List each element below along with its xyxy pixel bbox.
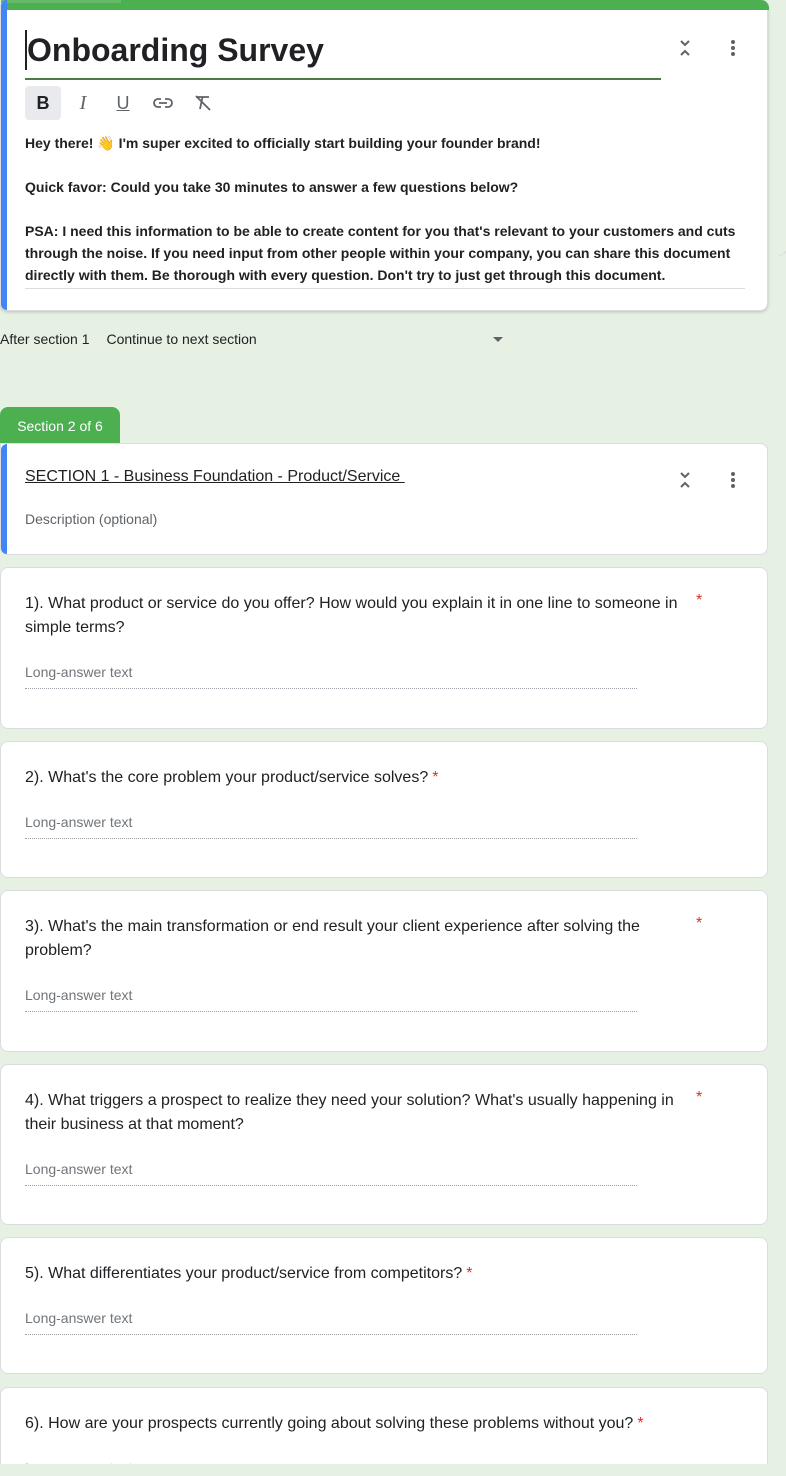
theme-strip-highlight (1, 0, 121, 3)
section-tab: Section 2 of 6 (0, 407, 120, 444)
question-card[interactable] (0, 567, 768, 729)
form-description[interactable] (25, 132, 745, 289)
question-text: 5). What differentiates your product/service from competitors? (25, 1265, 463, 1282)
after-section-value: Continue to next section (106, 331, 257, 347)
italic-button[interactable]: I (79, 91, 87, 114)
question-text: 6). How are your prospects currently going about solving these problems without you? (25, 1415, 634, 1432)
question-card[interactable] (0, 741, 768, 878)
section-title[interactable]: SECTION 1 - Business Foundation - Product/Service (25, 468, 405, 485)
long-answer-placeholder: Long-answer text (25, 664, 637, 689)
form-title-field[interactable] (25, 30, 661, 80)
more-options-icon[interactable] (721, 36, 745, 60)
side-panel-edge (779, 0, 786, 256)
active-card-indicator (1, 0, 7, 310)
long-answer-placeholder: Long-answer text (25, 1161, 637, 1186)
page-bottom-edge (0, 1464, 786, 1476)
question-text: 2). What's the core problem your product/service solves? (25, 769, 429, 786)
long-answer-placeholder: Long-answer text (25, 814, 637, 839)
question-title (25, 766, 681, 790)
required-asterisk: * (696, 1089, 703, 1106)
after-section-label: After section 1 (0, 331, 90, 347)
section-header-card[interactable] (0, 443, 768, 555)
question-card[interactable] (0, 1387, 768, 1476)
required-asterisk: * (466, 1265, 473, 1282)
question-title: 3). What's the main transformation or end result your client experience after solving the problem? (25, 918, 640, 959)
question-title: 1). What product or service do you offer? How would you explain it in one line to someone in simple terms? (25, 595, 678, 636)
question-card[interactable] (0, 1064, 768, 1225)
required-asterisk: * (432, 769, 439, 786)
section-accent (1, 444, 7, 554)
more-options-icon[interactable] (721, 468, 745, 492)
text-format-toolbar (25, 86, 221, 120)
clear-formatting-icon[interactable] (185, 86, 221, 120)
question-title (25, 1262, 681, 1286)
long-answer-placeholder: Long-answer text (25, 1310, 637, 1335)
required-asterisk: * (696, 592, 703, 609)
required-asterisk: * (637, 1415, 644, 1432)
dropdown-arrow-icon (493, 337, 503, 342)
form-title[interactable]: Onboarding Survey (25, 30, 661, 70)
bold-button[interactable]: B (25, 86, 61, 120)
section-description-field[interactable]: Description (optional) (25, 511, 158, 527)
description-line: PSA: I need this information to be able to create content for you that's relevant to your customers and cuts through the noise. If you need input from other people within your company, you can share this document directly with them. Be thorough with every question. Don't try to just get through this document. (25, 223, 736, 283)
link-icon[interactable] (145, 86, 181, 120)
description-line: Hey there! 👋 I'm super excited to officially start building your founder brand! (25, 135, 541, 151)
collapse-icon[interactable] (673, 36, 697, 60)
question-card[interactable] (0, 890, 768, 1052)
question-title (25, 1412, 725, 1436)
required-asterisk: * (696, 915, 703, 932)
after-section-dropdown[interactable] (107, 331, 503, 347)
form-header-card (0, 0, 768, 311)
description-line: Quick favor: Could you take 30 minutes to answer a few questions below? (25, 179, 519, 195)
collapse-icon[interactable] (673, 468, 697, 492)
underline-button[interactable]: U (116, 92, 130, 113)
question-title: 4). What triggers a prospect to realize they need your solution? What's usually happening in their business at that moment? (25, 1092, 674, 1133)
long-answer-placeholder: Long-answer text (25, 987, 637, 1012)
after-section-navigation (0, 331, 503, 347)
question-card[interactable] (0, 1237, 768, 1374)
